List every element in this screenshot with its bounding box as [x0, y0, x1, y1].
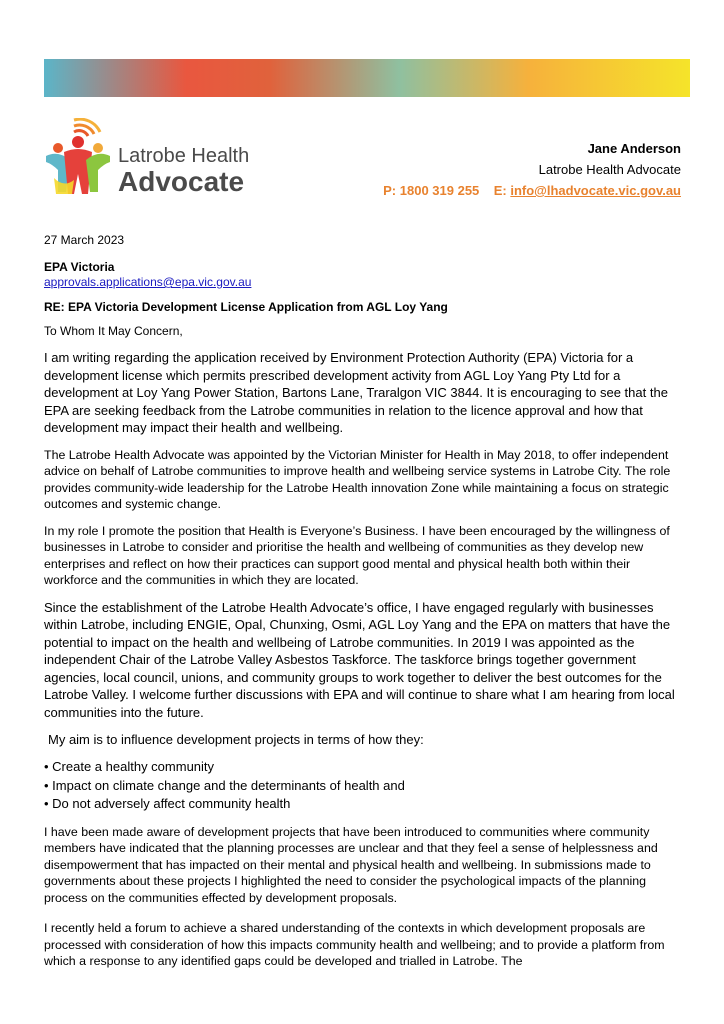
recipient-email-link[interactable]: approvals.applications@epa.vic.gov.au: [44, 275, 252, 289]
bullet-item: • Do not adversely affect community health: [44, 795, 684, 814]
recipient-block: [44, 260, 684, 290]
sender-name: Jane Anderson: [587, 141, 681, 156]
sender-title: Latrobe Health Advocate: [538, 162, 681, 177]
paragraph-1: I am writing regarding the application received by Environment Protection Authority (EPA) Victoria for a development license which permits prescribed development activity from AGL Loy Yang Pty Ltd for a development at Loy Yang Power Station, Bartons Lane, Traralgon VIC 3844. It is encouraging to see that the EPA are seeking feedback from the Latrobe communities in relation to the licence approval and how that development may impact their health and wellbeing.: [44, 350, 668, 435]
header-banner: [44, 59, 690, 97]
phone-label: P:: [383, 183, 397, 198]
email-label: E:: [493, 183, 507, 198]
bullet-list: [44, 758, 684, 814]
salutation: To Whom It May Concern,: [44, 324, 183, 338]
sender-block: [383, 138, 681, 201]
letter-date: 27 March 2023: [44, 233, 125, 247]
contact-line: [383, 180, 681, 201]
bullet-item: • Create a healthy community: [44, 758, 684, 777]
phone-number[interactable]: 1800 319 255: [399, 183, 480, 198]
paragraph-3: In my role I promote the position that Health is Everyone’s Business. I have been encouraged by the willingness of businesses in Latrobe to consider and prioritise the health and wellbeing of communities as they develop new enterprises and reflect on how their practices can support good mental and physical health both within their workforce and the communities in which they are located.: [44, 523, 670, 587]
bullet-item: • Impact on climate change and the determinants of health and: [44, 777, 684, 796]
letter-body: [44, 230, 684, 970]
logo-title-line2: Advocate: [118, 166, 245, 197]
aim-statement: My aim is to influence development projects in terms of how they:: [48, 732, 424, 747]
paragraph-2: The Latrobe Health Advocate was appointed by the Victorian Minister for Health in May 2018, to offer independent advice on behalf of Latrobe communities to improve health and wellbeing service systems in Latrobe City. The role provides community-wide leadership for the Latrobe Health innovation Zone while maintaining a focus on strategic outcomes and systemic change.: [44, 447, 671, 511]
recipient-org: EPA Victoria: [44, 260, 115, 274]
paragraph-6: I recently held a forum to achieve a shared understanding of the contexts in which development proposals are processed with consideration of how this impacts community health and wellbeing; and to provide a platform from which a response to any identified gaps could be developed and trialled in Latrobe. The: [44, 921, 665, 968]
paragraph-4: Since the establishment of the Latrobe Health Advocate’s office, I have engaged regularly with businesses within Latrobe, including ENGIE, Opal, Chunxing, Osmi, AGL Loy Yang and the EPA on matters that have the potential to impact on the health and wellbeing of Latrobe communities. In 2019 I was appointed as the independent Chair of the Latrobe Valley Asbestos Taskforce. The taskforce brings together government agencies, local council, unions, and community groups to work together to deliver the best outcomes for the Latrobe Valley. I welcome further discussions with EPA and will continue to share what I am hearing from local communities into the future.: [44, 599, 675, 720]
subject-line: RE: EPA Victoria Development License Application from AGL Loy Yang: [44, 300, 448, 314]
paragraph-5: I have been made aware of development projects that have been introduced to communities where community members have indicated that the planning processes are unclear and that they feel a sense of helplessness and disempowerment that has impacted on their mental and physical health and wellbeing. In submissions made to governments about these projects I highlighted the need to consider the psychological impacts of the planning process on the communities effected by development proposals.: [44, 824, 658, 905]
sender-email-link[interactable]: info@lhadvocate.vic.gov.au: [510, 183, 681, 198]
logo-title-line1: Latrobe Health: [118, 145, 250, 167]
